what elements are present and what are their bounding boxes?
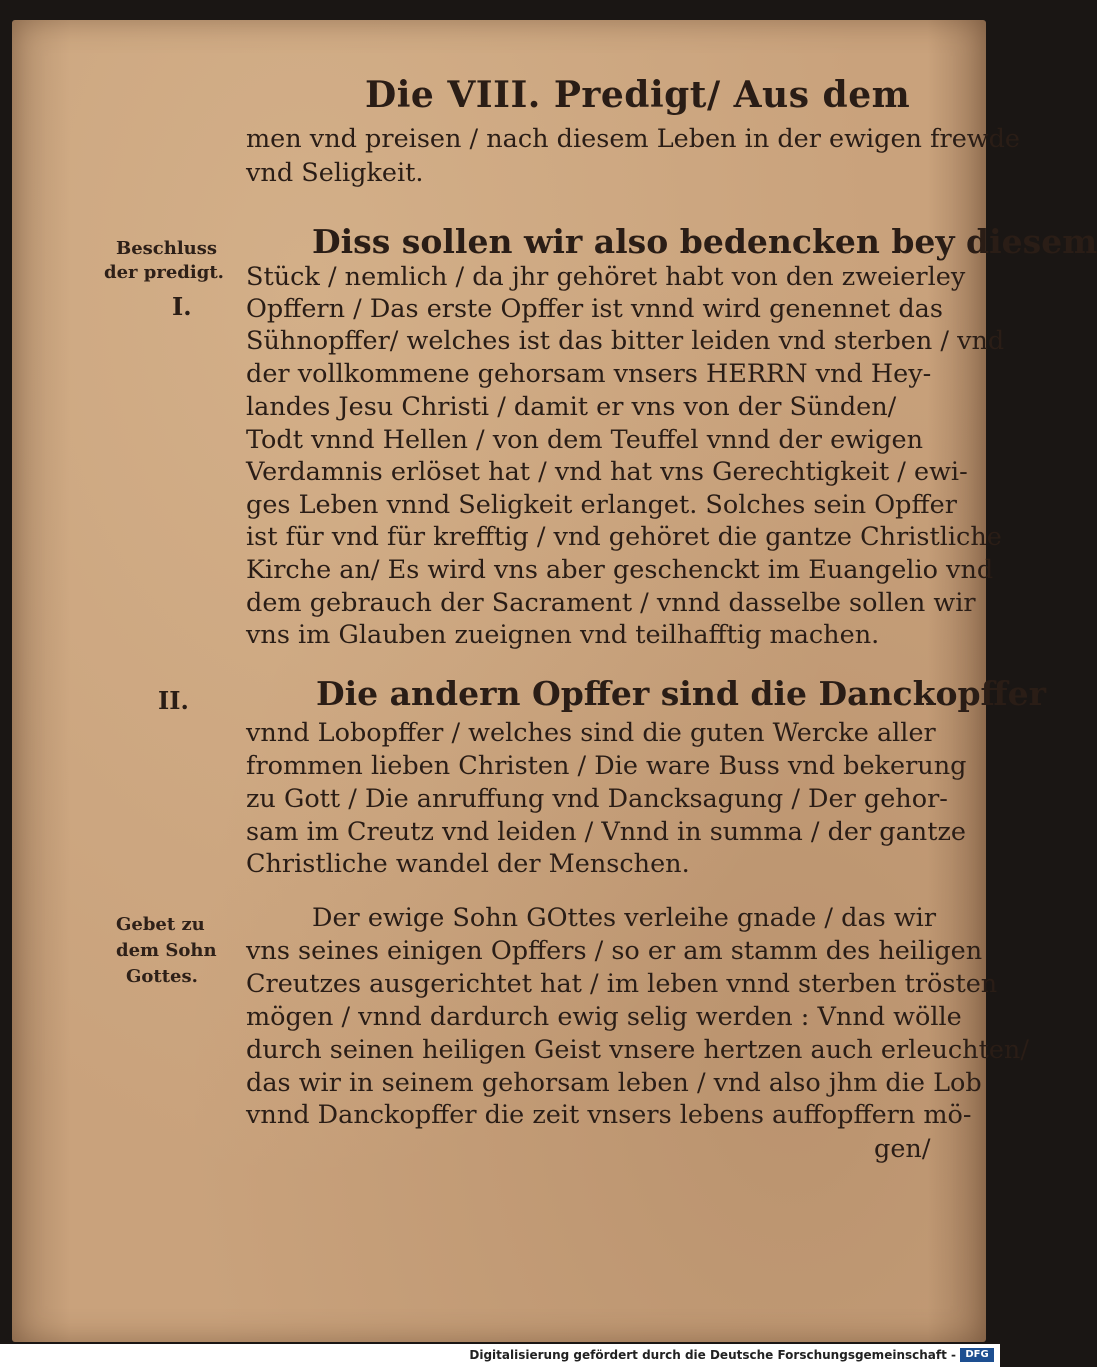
text-line: sam im Creutz vnd leiden / Vnnd in summa / der gantze — [246, 817, 967, 847]
margin-note: der predigt. — [104, 262, 224, 283]
text-line: gen/ — [874, 1134, 931, 1164]
paragraph-initial-line: Der ewige Sohn GOttes verleihe gnade / das wir — [312, 903, 937, 933]
margin-note: Gottes. — [126, 966, 198, 987]
footer-credit: Digitalisierung gefördert durch die Deutsche Forschungsgemeinschaft - — [469, 1348, 956, 1362]
text-line: dem gebrauch der Sacrament / vnnd dasselbe sollen wir — [246, 588, 976, 618]
dfg-logo[interactable]: DFG — [960, 1348, 994, 1362]
text-line: vns seines einigen Opffers / so er am stamm des heiligen — [246, 936, 983, 966]
text-line: zu Gott / Die anruffung vnd Dancksagung / Der gehor- — [246, 784, 948, 814]
page-header: Die VIII. Predigt/ Aus dem — [365, 74, 911, 116]
text-line: ges Leben vnnd Seligkeit erlanget. Solches sein Opffer — [246, 490, 957, 520]
text-line: Verdamnis erlöset hat / vnd hat vns Gerechtigkeit / ewi- — [246, 457, 968, 487]
margin-note: Gebet zu — [116, 914, 205, 935]
text-line: mögen / vnnd dardurch ewig selig werden : Vnnd wölle — [246, 1002, 962, 1032]
footer-bar — [0, 1344, 1000, 1367]
margin-numeral: I. — [172, 292, 192, 321]
text-line: vnd Seligkeit. — [246, 158, 424, 188]
text-line: Creutzes ausgerichtet hat / im leben vnnd sterben trösten — [246, 969, 998, 999]
text-line: das wir in seinem gehorsam leben / vnd also jhm die Lob — [246, 1068, 982, 1098]
text-line: vnnd Lobopffer / welches sind die guten Wercke aller — [246, 718, 936, 748]
text-line: Sühnopffer/ welches ist das bitter leiden vnd sterben / vnd — [246, 326, 1005, 356]
text-line: Christliche wandel der Menschen. — [246, 849, 690, 879]
text-line: men vnd preisen / nach diesem Leben in der ewigen frewde — [246, 124, 1021, 154]
margin-note: dem Sohn — [116, 940, 217, 961]
text-line: Opffern / Das erste Opffer ist vnnd wird genennet das — [246, 294, 943, 324]
text-line: durch seinen heiligen Geist vnsere hertzen auch erleuchten/ — [246, 1035, 1029, 1065]
text-line: landes Jesu Christi / damit er vns von der Sünden/ — [246, 392, 897, 422]
text-line: Stück / nemlich / da jhr gehöret habt von den zweierley — [246, 262, 966, 292]
text-line: vns im Glauben zueignen vnd teilhafftig machen. — [246, 620, 880, 650]
margin-note: Beschluss — [116, 238, 218, 259]
text-line: Kirche an/ Es wird vns aber geschenckt im Euangelio vnd — [246, 555, 994, 585]
text-line: vnnd Danckopffer die zeit vnsers lebens auffopffern mö- — [246, 1100, 972, 1130]
text-line: ist für vnd für krefftig / vnd gehöret die gantze Christliche — [246, 522, 1002, 552]
text-line: der vollkommene gehorsam vnsers HERRN vnd Hey- — [246, 359, 932, 389]
paragraph-initial-line: Die andern Opffer sind die Danckopffer — [316, 674, 1046, 713]
text-line: Todt vnnd Hellen / von dem Teuffel vnnd der ewigen — [246, 425, 923, 455]
paragraph-initial-line: Diss sollen wir also bedencken bey diesem — [312, 222, 1097, 261]
text-line: frommen lieben Christen / Die ware Buss vnd bekerung — [246, 751, 967, 781]
margin-numeral: II. — [158, 686, 189, 715]
